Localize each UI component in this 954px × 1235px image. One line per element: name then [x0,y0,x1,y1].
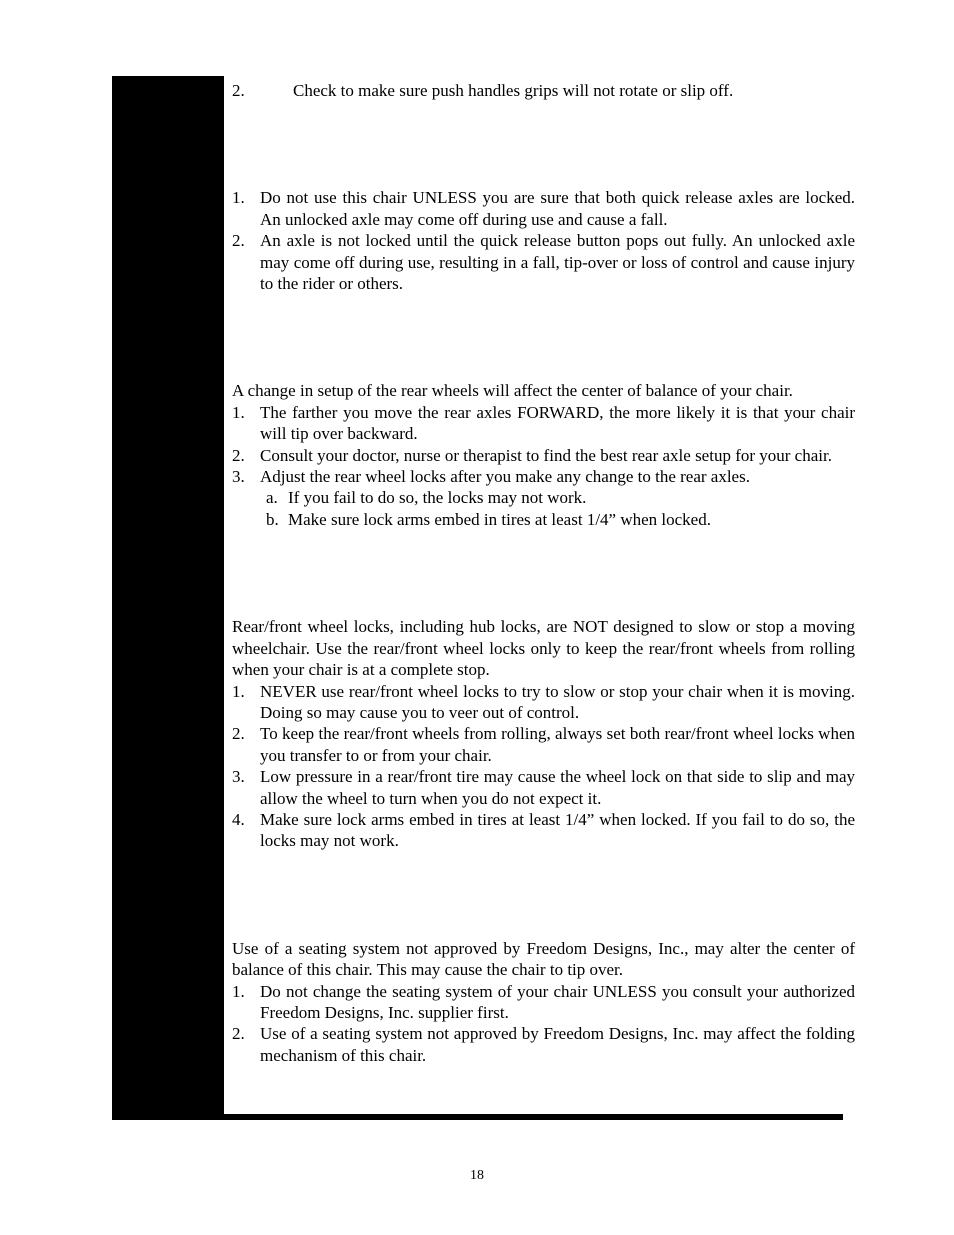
list-item [232,809,855,852]
item-text: Make sure lock arms embed in tires at least 1/4” when locked. [288,509,711,529]
item-number: 1. [232,188,245,208]
item-text: Low pressure in a rear/front tire may cause the wheel lock on that side to slip and may allow the wheel to turn when you do not expect it. [260,767,855,808]
item-number: 2. [232,445,245,465]
list-item [232,1023,855,1066]
list-item [232,230,855,294]
item-letter: a. [266,488,278,508]
section-seating-system [232,938,855,1066]
section-push-handles [232,80,855,101]
item-number: 3. [232,467,245,487]
item-number: 2. [232,81,245,100]
page-content [232,80,855,1066]
section-intro: Use of a seating system not approved by Freedom Designs, Inc., may alter the center of balance of this chair. This may cause the chair to tip over. [232,938,855,980]
warning-sidebar-bar [112,76,224,1120]
section-quick-release-axles [232,187,855,294]
item-number: 2. [232,1024,245,1044]
page-number: 18 [470,1168,484,1183]
sub-list-item [266,487,855,508]
list-item [232,981,855,1024]
item-text: An axle is not locked until the quick release button pops out fully. An unlocked axle may come off during use, resulting in a fall, tip-over or loss of control and cause injury to the rider or others. [260,231,855,294]
list-item [232,723,855,766]
list-item [232,766,855,809]
section-wheel-locks [232,616,855,851]
item-text: Do not use this chair UNLESS you are sure that both quick release axles are locked. An unlocked axle may come off during use and cause a fall. [260,188,855,229]
list-item [232,445,855,466]
list-item [232,402,855,445]
section-intro: A change in setup of the rear wheels will affect the center of balance of your chair. [232,381,793,401]
bottom-rule [112,1114,843,1120]
item-text: Make sure lock arms embed in tires at least 1/4” when locked. If you fail to do so, the locks may not work. [260,809,855,851]
item-text: Do not change the seating system of your chair UNLESS you consult your authorized Freedom Designs, Inc. supplier first. [260,981,855,1022]
item-number: 2. [232,724,245,744]
section-rear-wheel-setup [232,380,855,530]
item-text: Consult your doctor, nurse or therapist to find the best rear axle setup for your chair. [260,445,832,465]
item-text: To keep the rear/front wheels from rolling, always set both rear/front wheel locks when you transfer to or from your chair. [260,724,855,765]
list-item [232,466,855,487]
item-number: 4. [232,809,245,829]
item-number: 1. [232,981,245,1001]
list-item [232,681,855,724]
sub-list-item [266,509,855,530]
item-text: Adjust the rear wheel locks after you make any change to the rear axles. [260,467,750,487]
section-intro: Rear/front wheel locks, including hub locks, are NOT designed to slow or stop a moving wheelchair. Use the rear/front wheel locks only to keep the rear/front wheels from rolling when your chair is at a complete stop. [232,617,855,680]
item-number: 2. [232,231,245,251]
item-number: 1. [232,402,245,422]
list-item [232,80,855,101]
item-text: NEVER use rear/front wheel locks to try to slow or stop your chair when it is moving. Doing so may cause you to veer out of control. [260,681,855,722]
list-item [232,187,855,230]
item-number: 3. [232,767,245,787]
item-number: 1. [232,681,245,701]
item-text: The farther you move the rear axles FORWARD, the more likely it is that your chair will tip over backward. [260,402,855,444]
item-text: Check to make sure push handles grips will not rotate or slip off. [293,81,734,100]
item-text: Use of a seating system not approved by Freedom Designs, Inc. may affect the folding mechanism of this chair. [260,1024,855,1065]
item-text: If you fail to do so, the locks may not work. [288,488,587,508]
item-letter: b. [266,509,279,529]
